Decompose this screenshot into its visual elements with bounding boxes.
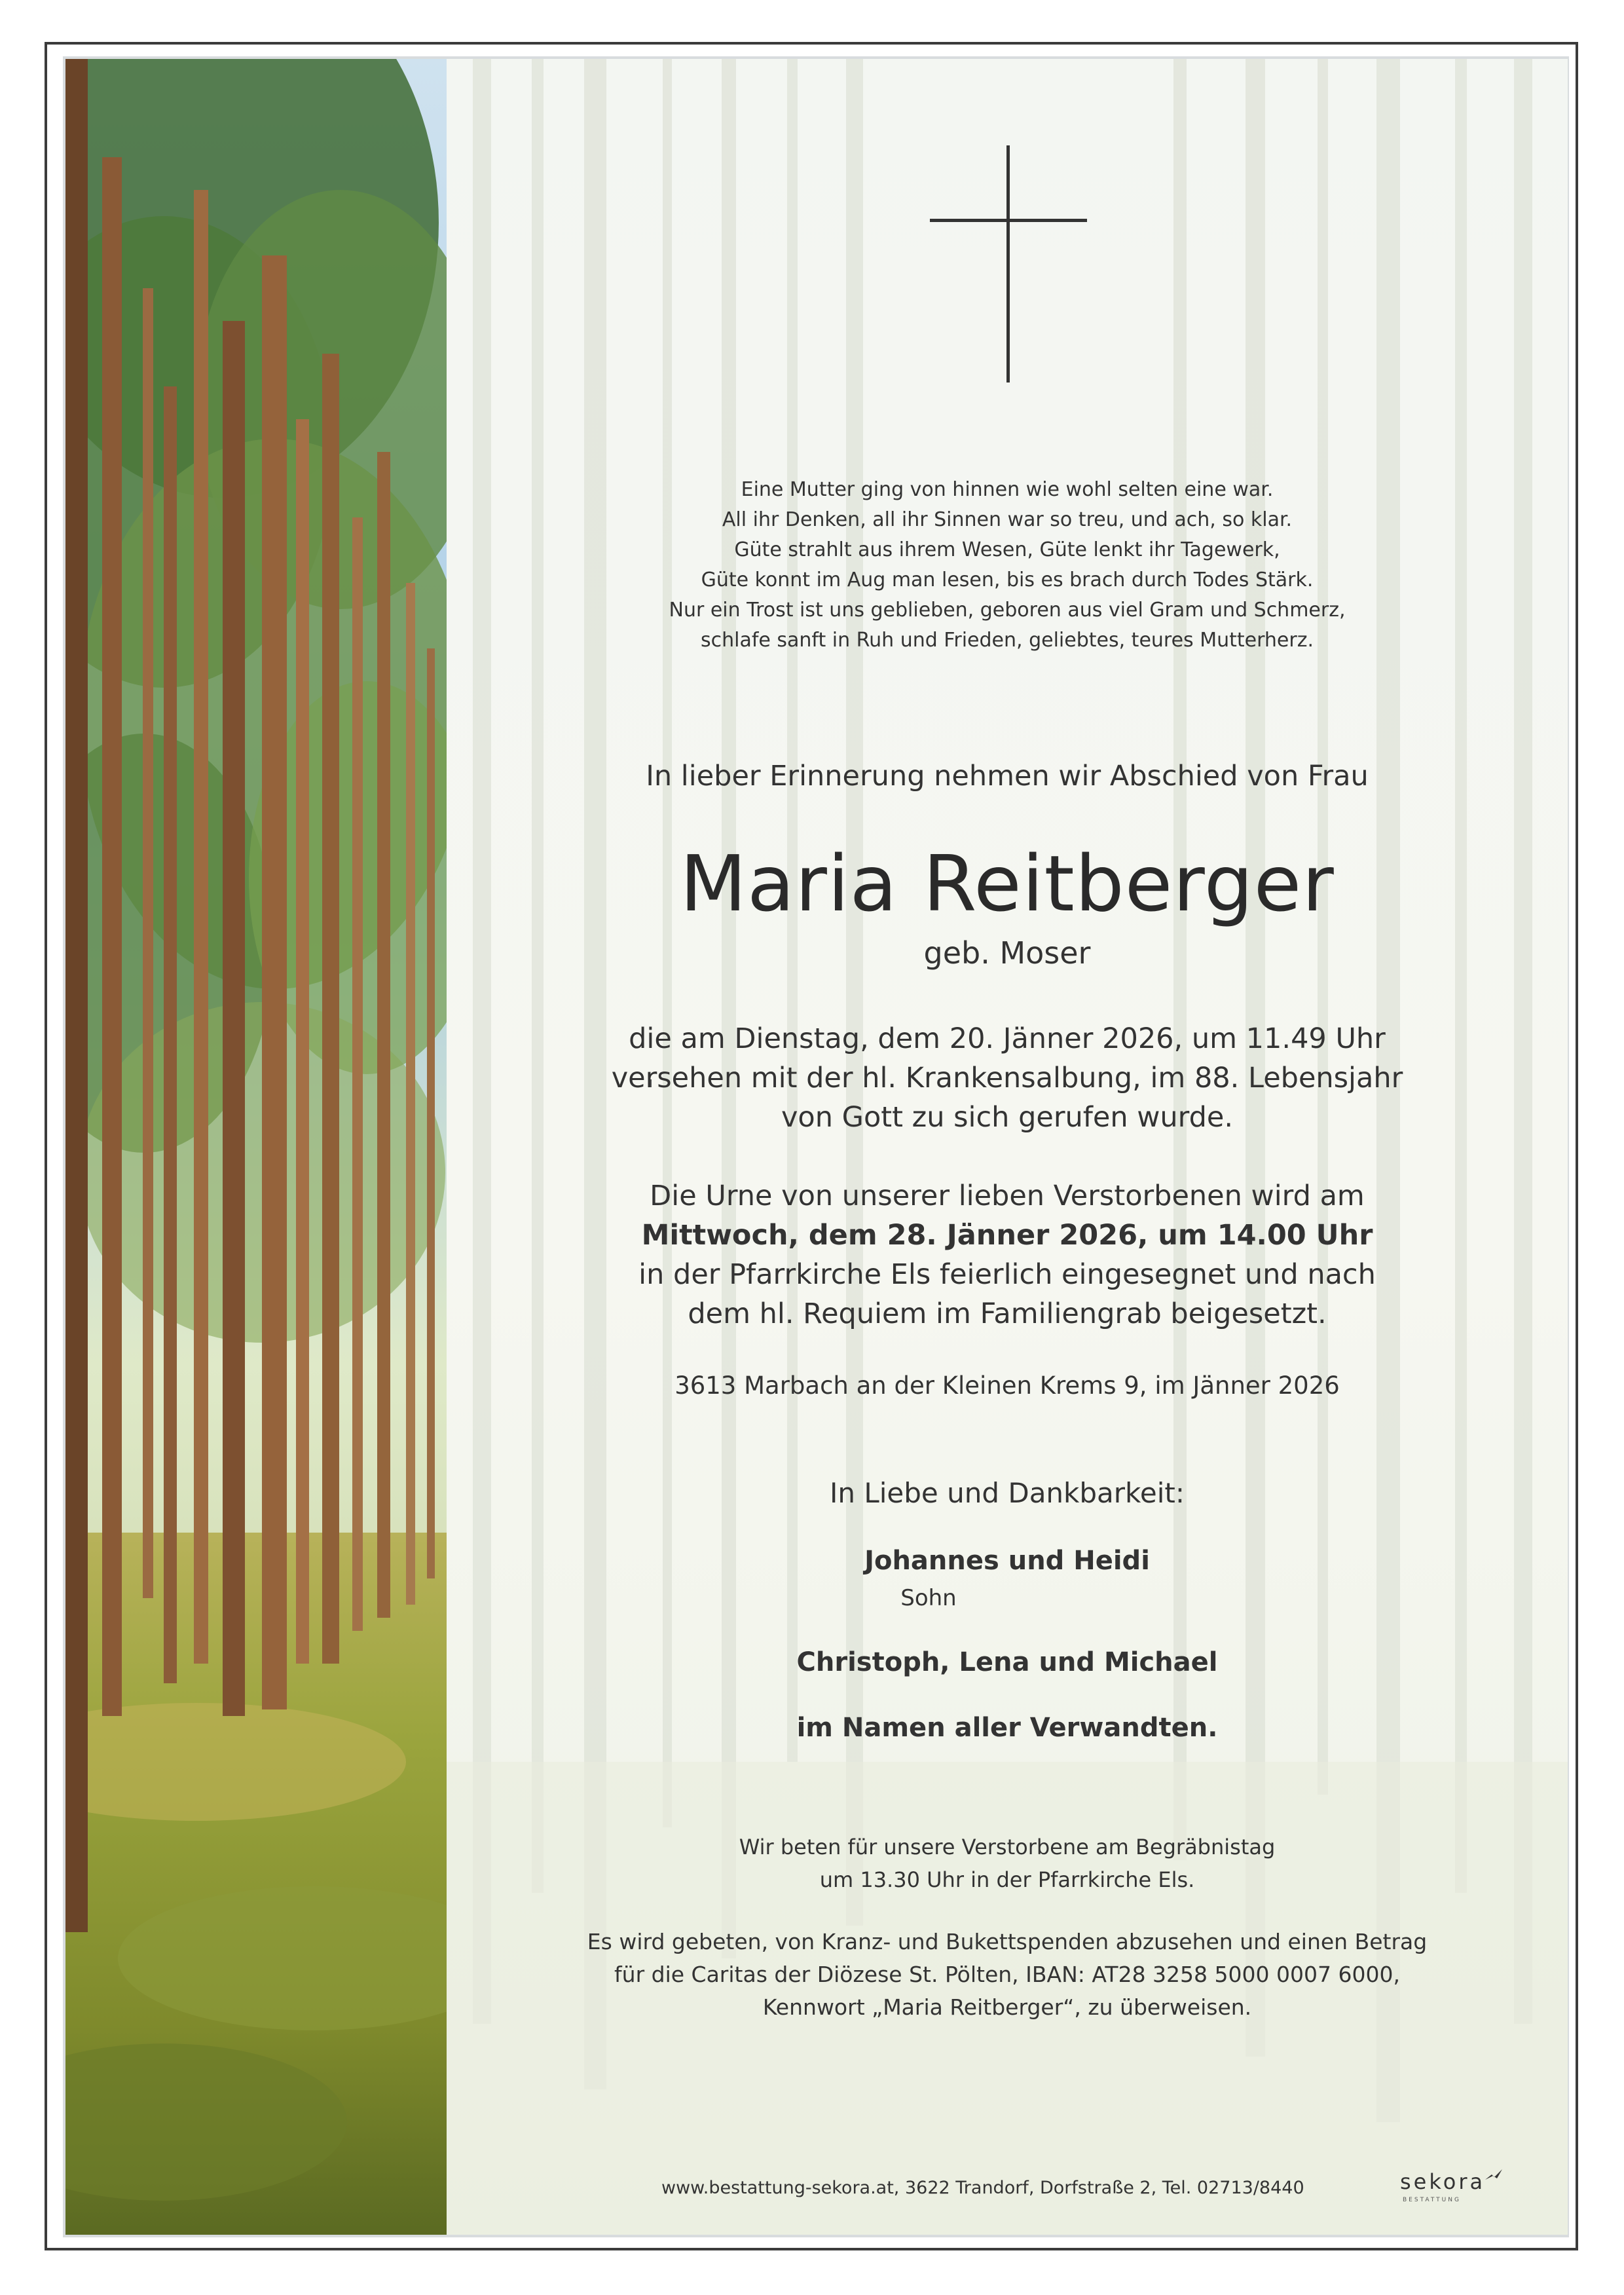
funeral-line: in der Pfarrkirche Els feierlich eingesegnet und nach [638, 1258, 1376, 1291]
prayer-line: um 13.30 Uhr in der Pfarrkirche Els. [819, 1867, 1195, 1892]
poem-line: Güte strahlt aus ihrem Wesen, Güte lenkt ihr Tagewerk, [734, 538, 1280, 561]
prayer-notice [447, 1831, 1568, 1896]
bird-icon [1484, 2168, 1504, 2184]
poem-line: Eine Mutter ging von hinnen wie wohl selten eine war. [741, 478, 1274, 501]
poem-line: All ihr Denken, all ihr Sinnen war so treu, und ach, so klar. [722, 508, 1293, 531]
funeral-date-bold: Mittwoch, dem 28. Jänner 2026, um 14.00 Uhr [641, 1219, 1373, 1252]
death-line: die am Dienstag, dem 20. Jänner 2026, um 11.49 Uhr [629, 1022, 1386, 1055]
deceased-name: Maria Reitberger [680, 838, 1335, 929]
place-date: 3613 Marbach an der Kleinen Krems 9, im Jänner 2026 [674, 1371, 1340, 1400]
donation-line: Kennwort „Maria Reitberger“, zu überweisen. [762, 1994, 1252, 2020]
funeral-date [447, 1216, 1568, 1255]
farewell-intro: In lieber Erinnerung nehmen wir Abschied von Frau [646, 760, 1369, 793]
relative-son-role: Sohn [900, 1585, 957, 1611]
relatives-all: im Namen aller Verwandten. [796, 1713, 1218, 1743]
funeral-details [447, 1176, 1568, 1334]
poem-line: schlafe sanft in Ruh und Frieden, geliebtes, teures Mutterherz. [700, 629, 1314, 652]
donation-line: für die Caritas der Diözese St. Pölten, IBAN: AT28 3258 5000 0007 6000, [614, 1962, 1400, 1987]
donation-line: Es wird gebeten, von Kranz- und Bukettspenden abzusehen und einen Betrag [587, 1929, 1428, 1954]
funeral-line: Die Urne von unserer lieben Verstorbenen wird am [650, 1180, 1365, 1212]
logo-text: sekora [1400, 2169, 1486, 2194]
maiden-name: geb. Moser [923, 935, 1091, 971]
cross-icon [930, 145, 1087, 382]
logo-subtext: BESTATTUNG [1403, 2197, 1461, 2203]
footer-contact: www.bestattung-sekora.at, 3622 Trandorf, Dorfstraße 2, Tel. 02713/8440 [661, 2178, 1304, 2198]
poem-line: Nur ein Trost ist uns geblieben, geboren aus viel Gram und Schmerz, [669, 599, 1346, 622]
relative-grandchildren: Christoph, Lena und Michael [796, 1647, 1218, 1677]
forest-photo [65, 59, 447, 2235]
thanks-heading: In Liebe und Dankbarkeit: [829, 1477, 1185, 1509]
poem-line: Güte konnt im Aug man lesen, bis es brach durch Todes Stärk. [701, 569, 1314, 591]
prayer-line: Wir beten für unsere Verstorbene am Begräbnistag [739, 1835, 1276, 1859]
donation-notice [447, 1926, 1568, 2024]
faded-forest-background [447, 59, 1568, 2235]
death-notice [447, 1019, 1568, 1137]
funeral-line: dem hl. Requiem im Familiengrab beigesetzt. [688, 1297, 1327, 1330]
memorial-poem [447, 475, 1568, 656]
death-line: versehen mit der hl. Krankensalbung, im 88. Lebensjahr [611, 1062, 1403, 1094]
relative-son-name: Johannes und Heidi [864, 1546, 1150, 1576]
sekora-logo [1400, 2169, 1505, 2209]
death-line: von Gott zu sich gerufen wurde. [781, 1101, 1234, 1134]
